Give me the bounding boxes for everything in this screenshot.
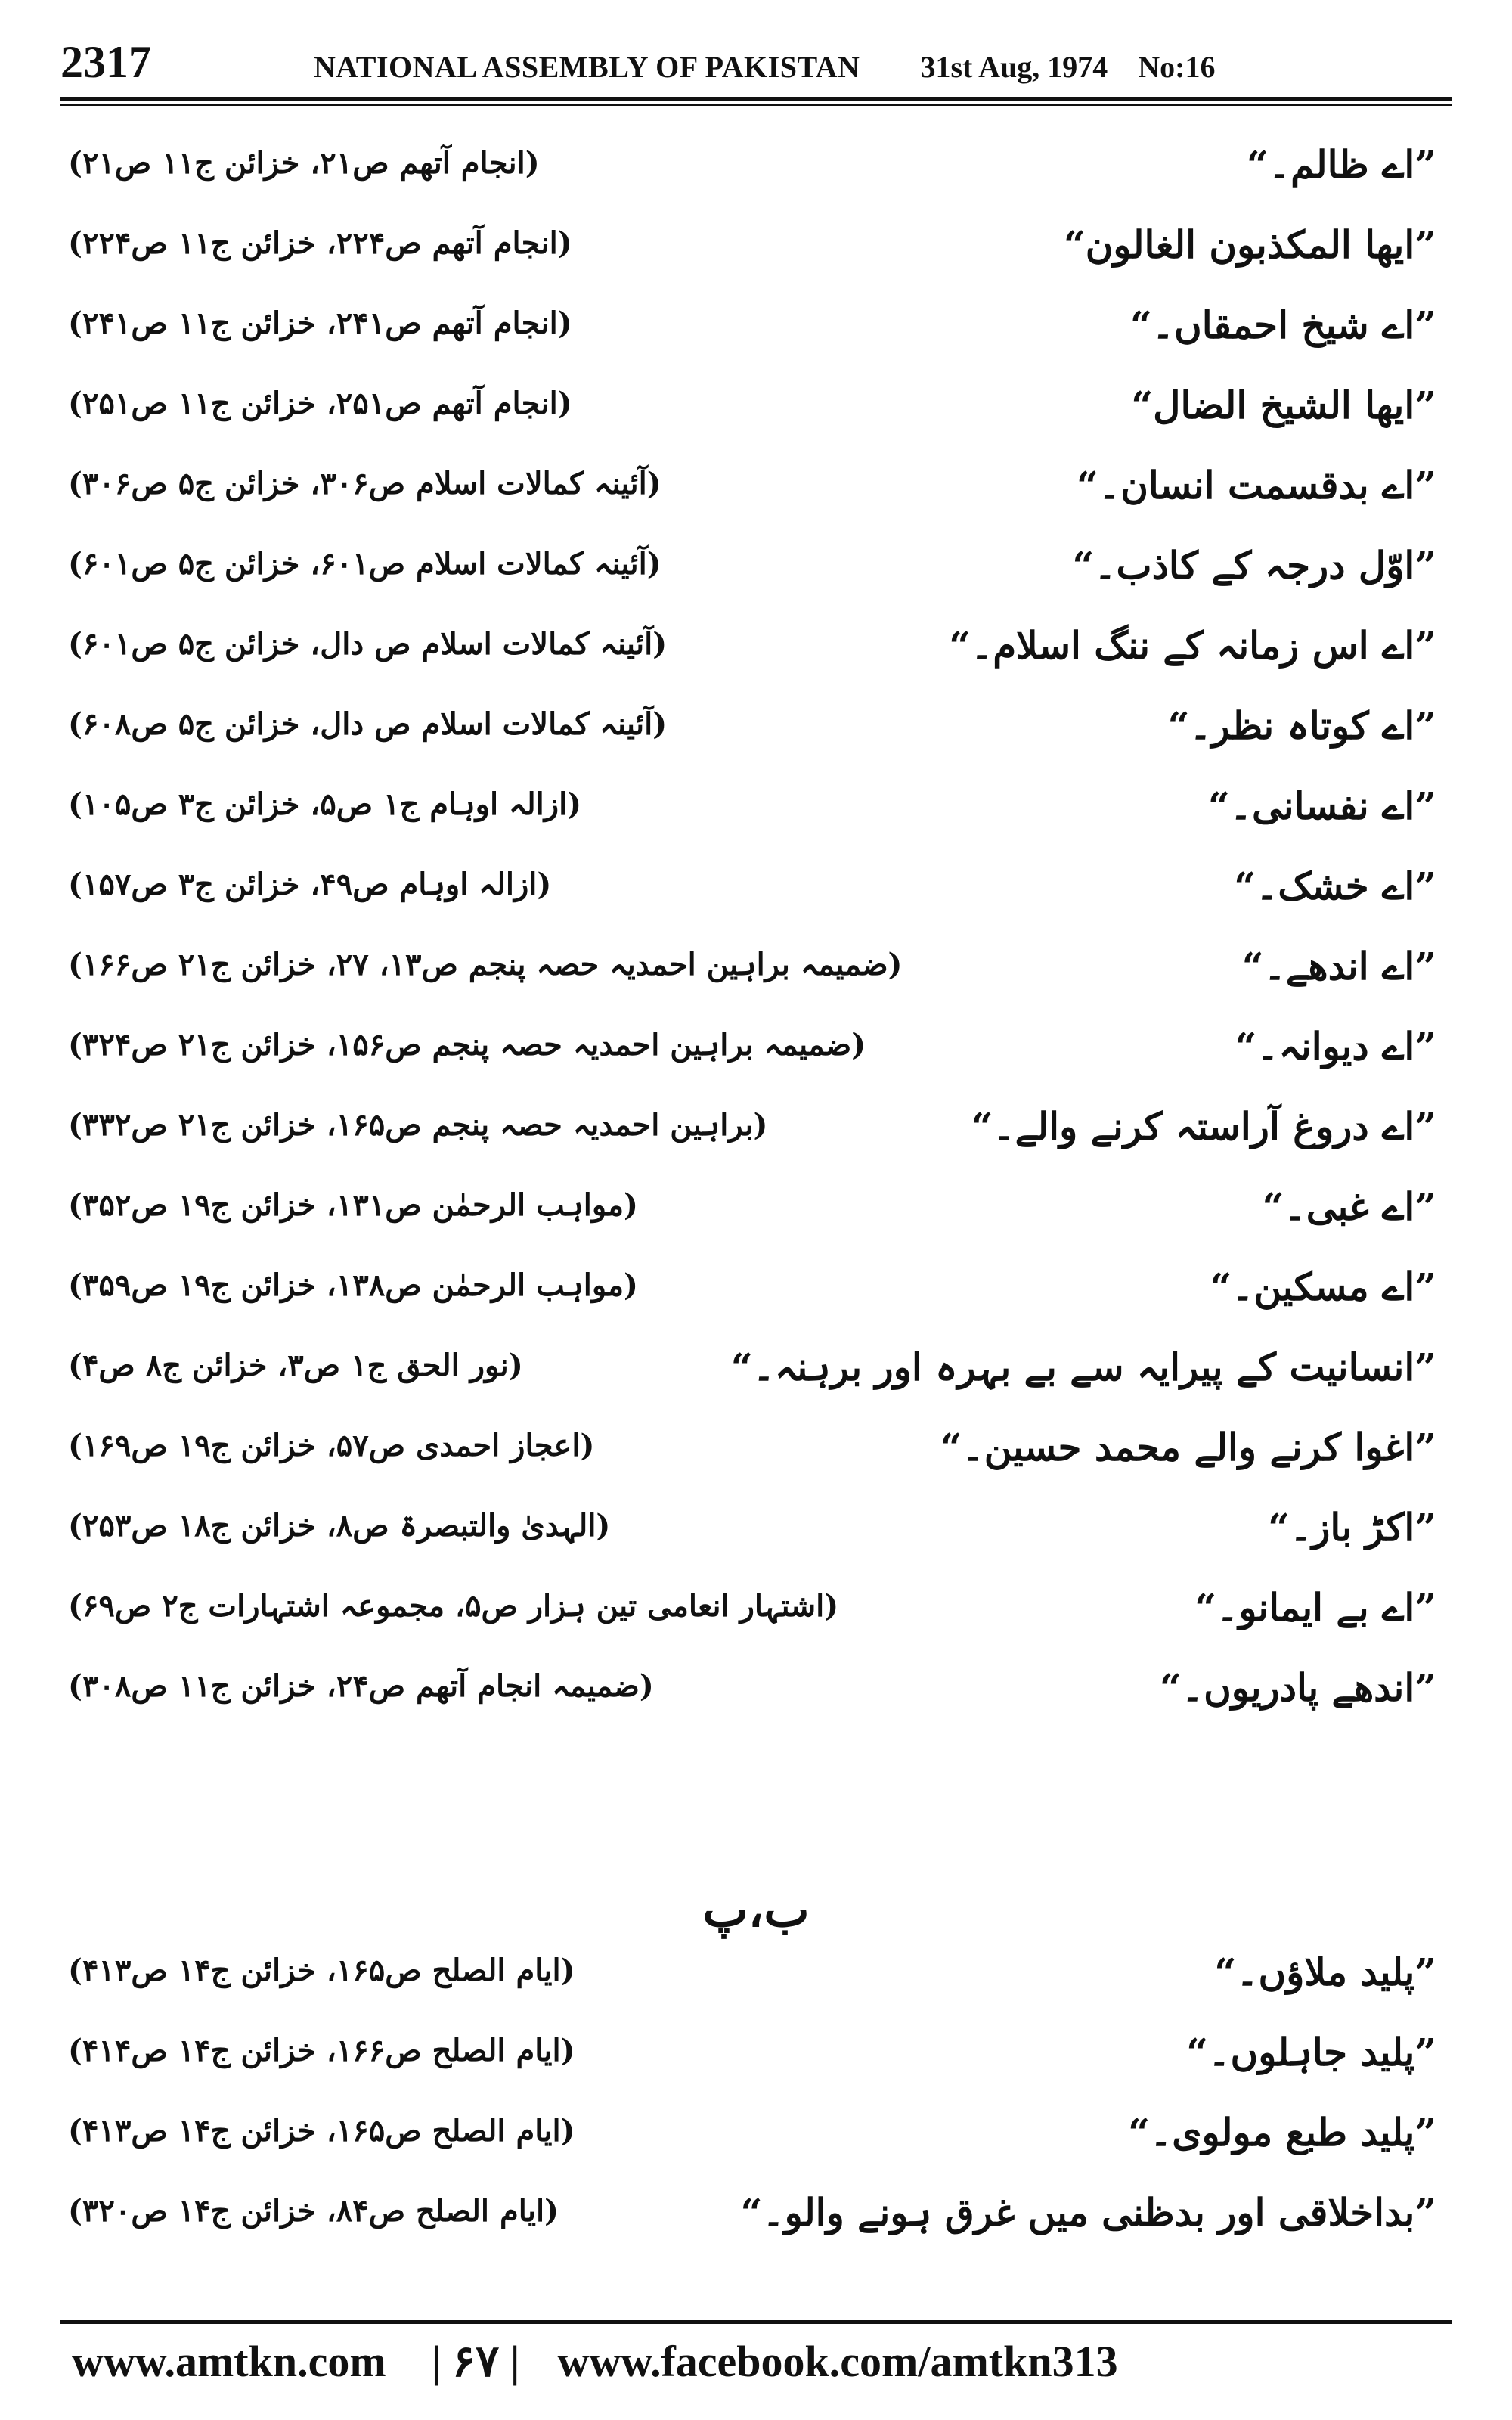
page-footer [72,2335,1452,2403]
entry-reference: (ایام الصلح ص۱۶۵، خزائن ج۱۴ ص۴۱۳) [68,1953,575,1988]
list-item [68,1576,1436,1656]
entry-quote: ”ایھا المکذبون الغالون“ [1063,222,1436,267]
header-rule [60,97,1452,101]
list-item [68,213,1436,293]
entry-reference: (آئینہ کمالات اسلام ص دال، خزائن ج۵ ص۶۰۱) [68,626,668,662]
list-item [68,2181,1436,2261]
list-item [68,1336,1436,1416]
entry-reference: (ضمیمہ براہین احمدیہ حصہ پنجم ص۱۵۶، خزائن ج۲۱ ص۳۲۴) [68,1027,866,1063]
entry-quote: ”اے نفسانی۔“ [1207,783,1436,828]
list-item [68,534,1436,614]
entry-list-section-2 [68,1941,1436,2261]
list-item [68,374,1436,454]
entry-quote: ”اغوا کرنے والے محمد حسین۔“ [940,1425,1436,1469]
entry-quote: ”اے غبی۔“ [1262,1184,1436,1229]
entry-quote: ”اوّل درجہ کے کاذب۔“ [1072,543,1436,588]
entry-quote: ”اے کوتاہ نظر۔“ [1167,703,1436,748]
list-item [68,1255,1436,1336]
entry-quote: ”اے اس زمانہ کے ننگ اسلام۔“ [949,623,1436,668]
entry-quote: ”اندھے پادریوں۔“ [1160,1665,1436,1710]
footer-rule [60,2320,1452,2324]
entry-reference: (نور الحق ج۱ ص۳، خزائن ج۸ ص۴) [68,1348,523,1383]
entry-reference: (آئینہ کمالات اسلام ص۳۰۶، خزائن ج۵ ص۳۰۶) [68,466,662,501]
website-link[interactable]: www.amtkn.com [72,2337,386,2386]
list-item [68,1015,1436,1095]
list-item [68,855,1436,935]
entry-reference: (انجام آتھم ص۲۴۱، خزائن ج۱۱ ص۲۴۱) [68,306,572,341]
entry-reference: (اشتہار انعامی تین ہزار ص۵، مجموعہ اشتہارات ج۲ ص۶۹) [68,1588,839,1624]
list-item [68,1416,1436,1496]
entry-list [68,133,1436,1736]
entry-quote: ”انسانیت کے پیرایہ سے بے بہرہ اور برہنہ۔“ [730,1345,1436,1389]
entry-quote: ”پلید ملاؤں۔“ [1214,1950,1436,1994]
page-number: 2317 [60,37,151,87]
entry-reference: (مواہب الرحمٰن ص۱۳۱، خزائن ج۱۹ ص۳۵۲) [68,1187,638,1223]
entry-quote: ”بداخلاقی اور بدظنی میں غرق ہونے والو۔“ [740,2190,1436,2235]
entry-quote: ”پلید طبع مولوی۔“ [1128,2110,1436,2155]
list-item [68,1941,1436,2021]
header-rule-thin [60,104,1452,106]
entry-quote: ”اے بے ایمانو۔“ [1194,1585,1436,1630]
list-item [68,2101,1436,2181]
list-item [68,2021,1436,2101]
list-item [68,1656,1436,1736]
entry-quote: ”اے مسکین۔“ [1210,1264,1436,1309]
entry-reference: (مواہب الرحمٰن ص۱۳۸، خزائن ج۱۹ ص۳۵۹) [68,1267,638,1303]
entry-reference: (انجام آتھم ص۲۲۴، خزائن ج۱۱ ص۲۲۴) [68,225,572,261]
header-title: NATIONAL ASSEMBLY OF PAKISTAN [314,50,860,84]
entry-reference: (ایام الصلح ص۸۴، خزائن ج۱۴ ص۳۲۰) [68,2193,559,2229]
list-item [68,133,1436,213]
list-item [68,293,1436,374]
list-item [68,1496,1436,1576]
list-item [68,614,1436,694]
list-item [68,454,1436,534]
entry-reference: (انجام آتھم ص۲۵۱، خزائن ج۱۱ ص۲۵۱) [68,386,572,421]
entry-reference: (آئینہ کمالات اسلام ص۶۰۱، خزائن ج۵ ص۶۰۱) [68,546,662,582]
entry-reference: (براہین احمدیہ حصہ پنجم ص۱۶۵، خزائن ج۲۱ ص۳۳۲) [68,1107,768,1143]
list-item [68,774,1436,855]
entry-quote: ”اے دروغ آراستہ کرنے والے۔“ [971,1104,1436,1149]
facebook-link[interactable]: www.facebook.com/amtkn313 [557,2337,1118,2386]
entry-quote: ”اے دیوانہ۔“ [1235,1024,1436,1069]
entry-reference: (ایام الصلح ص۱۶۵، خزائن ج۱۴ ص۴۱۳) [68,2113,575,2149]
list-item [68,1095,1436,1175]
entry-reference: (آئینہ کمالات اسلام ص دال، خزائن ج۵ ص۶۰۸) [68,706,668,742]
entry-quote: ”اکڑ باز۔“ [1268,1505,1436,1550]
entry-quote: ”اے ظالم۔“ [1247,142,1436,187]
entry-reference: (انجام آتھم ص۲۱، خزائن ج۱۱ ص۲۱) [68,145,540,181]
page-header [60,36,1452,104]
entry-reference: (ضمیمہ انجام آتھم ص۲۴، خزائن ج۱۱ ص۳۰۸) [68,1668,654,1704]
entry-reference: (ازالہ اوہام ج۱ ص۵، خزائن ج۳ ص۱۰۵) [68,786,582,822]
entry-reference: (اعجاز احمدی ص۵۷، خزائن ج۱۹ ص۱۶۹) [68,1428,595,1463]
list-item [68,935,1436,1015]
entry-quote: ”اے اندھے۔“ [1241,944,1436,988]
header-date: 31st Aug, 1974 [920,50,1108,84]
entry-reference: (الہدیٰ والتبصرۃ ص۸، خزائن ج۱۸ ص۲۵۳) [68,1508,611,1544]
page-marker: | ۶۷ | [431,2337,520,2386]
entry-quote: ”ایھا الشیخ الضال“ [1131,383,1436,427]
entry-quote: ”اے خشک۔“ [1234,864,1436,908]
entry-reference: (ازالہ اوہام ص۴۹، خزائن ج۳ ص۱۵۷) [68,867,552,902]
entry-quote: ”پلید جاہلوں۔“ [1186,2030,1436,2074]
entry-reference: (ضمیمہ براہین احمدیہ حصہ پنجم ص۱۳، ۲۷، خزائن ج۲۱ ص۱۶۶) [68,947,903,982]
list-item [68,1175,1436,1255]
header-number: No:16 [1138,50,1216,84]
entry-reference: (ایام الصلح ص۱۶۶، خزائن ج۱۴ ص۴۱۴) [68,2033,575,2068]
entry-quote: ”اے بدقسمت انسان۔“ [1077,463,1436,507]
entry-quote: ”اے شیخ احمقاں۔“ [1129,302,1436,347]
section-heading: ب،پ [702,1882,810,1938]
list-item [68,694,1436,774]
